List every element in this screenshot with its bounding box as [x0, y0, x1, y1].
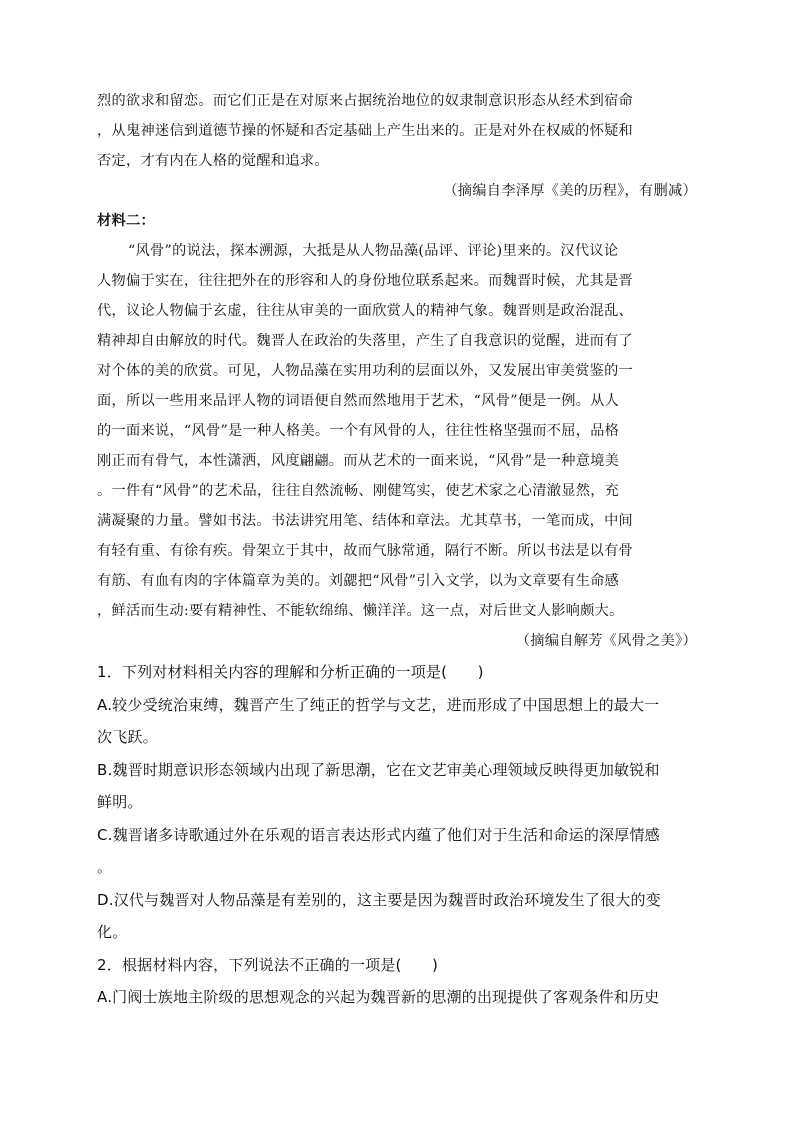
text-line: ，鲜活而生动:要有精神性、不能软绵绵、懒洋洋。这一点，对后世文人影响颇大。 — [97, 603, 624, 619]
text-line: 烈的欲求和留恋。而它们正是在对原来占据统治地位的奴隶制意识形态从经术到宿命 — [97, 93, 634, 109]
text-line: 面，所以一些用来品评人物的词语便自然而然地用于艺术，“风骨”便是一例。从人 — [97, 393, 620, 409]
option-c: C.魏晋诸多诗歌通过外在乐观的语言表达形式内蕴了他们对于生活和命运的深厚情感 — [97, 825, 660, 844]
text-line: 满凝聚的力量。譬如书法。书法讲究用笔、结体和章法。尤其草书，一笔而成，中间 — [97, 513, 634, 529]
text-line: 精神却自由解放的时代。魏晋人在政治的失落里，产生了自我意识的觉醒，进而有了 — [97, 333, 634, 349]
text-line: 。一件有“风骨”的艺术品，往往自然流畅、刚健笃实，使艺术家之心清澈显然，充 — [97, 483, 620, 499]
text-line: 有筋、有血有肉的字体篇章为美的。刘勰把“风骨”引入文学，以为文章要有生命感 — [97, 573, 620, 589]
text-line: 对个体的美的欣赏。可见，人物品藻在实用功利的层面以外，又发展出审美赏鉴的一 — [97, 363, 634, 379]
text-line: 人物偏于实在，往往把外在的形容和人的身份地位联系起来。而魏晋时候，尤其是晋 — [97, 273, 634, 289]
text-line: 否定，才有内在人格的觉醒和追求。 — [97, 153, 329, 169]
option-c-continued: 。 — [97, 858, 113, 876]
source-citation: （摘编自解芳《风骨之美》） — [515, 633, 697, 649]
option-d: D.汉代与魏晋对人物品藻是有差别的，这主要是因为魏晋时政治环境发生了很大的变 — [97, 890, 661, 909]
text-line: 代，议论人物偏于玄虚，往往从审美的一面欣赏人的精神气象。魏晋则是政治混乱、 — [97, 303, 634, 319]
text-line: 有轻有重、有徐有疾。骨架立于其中，故而气脉常通，隔行不断。所以书法是以有骨 — [97, 543, 634, 559]
option-b: B.魏晋时期意识形态领域内出现了新思潮，它在文艺审美心理领域反映得更加敏锐和 — [97, 760, 660, 779]
text-line: 的一面来说，“风骨”是一种人格美。一个有风骨的人，往往性格坚强而不屈，品格 — [97, 423, 620, 439]
material-two — [97, 206, 697, 656]
option-a: A.较少受统治束缚，魏晋产生了纯正的哲学与文艺，进而形成了中国思想上的最大一 — [97, 695, 660, 714]
material-one-excerpt — [97, 86, 697, 206]
text-line: “风骨”的说法，探本溯源，大抵是从人物品藻(品评、评论)里来的。汉代议论 — [128, 243, 619, 259]
option-b-continued: 鲜明。 — [97, 793, 143, 811]
text-line: 刚正而有骨气，本性潇洒，风度翩翩。而从艺术的一面来说，“风骨”是一种意境美 — [97, 453, 620, 469]
source-citation: （摘编自李泽厚《美的历程》，有删减） — [443, 183, 697, 199]
questions — [97, 656, 697, 1014]
option-a: A.门阀士族地主阶级的思想观念的兴起为魏晋新的思潮的出现提供了客观条件和历史 — [97, 988, 660, 1006]
question-stem: 2．根据材料内容，下列说法不正确的一项是( ) — [97, 955, 439, 974]
option-a-continued: 次飞跃。 — [97, 728, 158, 746]
document-page — [97, 86, 697, 1014]
section-label: 材料二： — [97, 213, 155, 229]
text-line: ，从鬼神迷信到道德节操的怀疑和否定基础上产生出来的。正是对外在权威的怀疑和 — [97, 123, 634, 139]
option-d-continued: 化。 — [97, 923, 128, 941]
question-stem: 1．下列对材料相关内容的理解和分析正确的一项是( ) — [97, 663, 484, 681]
